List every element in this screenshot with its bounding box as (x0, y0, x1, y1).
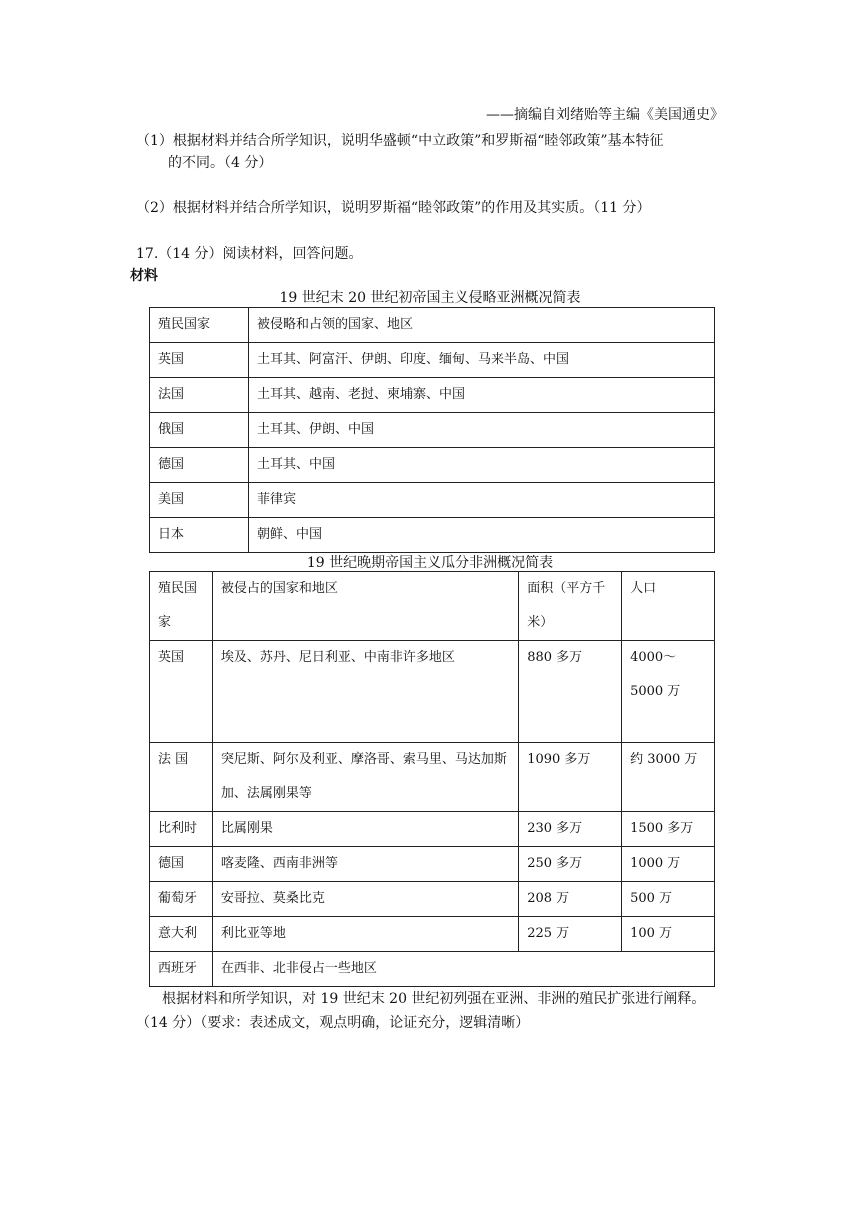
table-row (150, 812, 715, 847)
table-cell: 埃及、苏丹、尼日利亚、中南非许多地区 (212, 641, 518, 743)
table-row (150, 378, 715, 413)
table-row (150, 448, 715, 483)
table-cell: 美国 (150, 483, 249, 518)
table-cell: 土耳其、中国 (249, 448, 715, 483)
table-header-cell: 人口 (622, 572, 715, 641)
table-cell: 230 多万 (519, 812, 622, 847)
table-row (150, 483, 715, 518)
table-cell: 4000～5000 万 (622, 641, 715, 743)
table-cell: 1000 万 (622, 847, 715, 882)
table-cell: 意大利 (150, 917, 213, 952)
table-cell: 安哥拉、莫桑比克 (212, 882, 518, 917)
question-1-line-1: （1）根据材料并结合所学知识，说明华盛顿“中立政策”和罗斯福“睦邻政策”基本特征 (136, 133, 664, 149)
prompt-line-1: 根据材料和所学知识，对 19 世纪末 20 世纪初列强在亚洲、非洲的殖民扩张进行阐释。 (162, 991, 706, 1007)
table-cell: 日本 (150, 518, 249, 553)
table-row (150, 413, 715, 448)
table-row (150, 917, 715, 952)
table-2-caption: 19 世纪晚期帝国主义瓜分非洲概况简表 (306, 555, 554, 571)
table-cell: 500 万 (622, 882, 715, 917)
table-cell: 突尼斯、阿尔及利亚、摩洛哥、索马里、马达加斯加、法属刚果等 (212, 743, 518, 812)
table-cell: 喀麦隆、西南非洲等 (212, 847, 518, 882)
table-cell: 殖民国家 (150, 308, 249, 343)
table-cell: 法国 (150, 378, 249, 413)
table-cell: 比属刚果 (212, 812, 518, 847)
table-header-cell: 被侵占的国家和地区 (212, 572, 518, 641)
table-cell: 德国 (150, 847, 213, 882)
table-cell: 100 万 (622, 917, 715, 952)
table-header-cell: 面积（平方千米） (519, 572, 622, 641)
table-cell: 1090 多万 (519, 743, 622, 812)
question-17-heading: 17.（14 分）阅读材料，回答问题。 (136, 246, 363, 262)
table-row (150, 343, 715, 378)
prompt-line-2: （14 分）（要求：表述成文，观点明确，论证充分，逻辑清晰） (136, 1015, 530, 1031)
table-cell: 比利时 (150, 812, 213, 847)
table-cell: 菲律宾 (249, 483, 715, 518)
table-cell: 西班牙 (150, 952, 213, 987)
table-cell: 880 多万 (519, 641, 622, 743)
table-cell: 利比亚等地 (212, 917, 518, 952)
table-cell: 1500 多万 (622, 812, 715, 847)
table-cell: 225 万 (519, 917, 622, 952)
table-cell: 法 国 (150, 743, 213, 812)
table-row (150, 518, 715, 553)
table-cell: 德国 (150, 448, 249, 483)
table-cell: 被侵略和占领的国家、地区 (249, 308, 715, 343)
table-cell: 朝鲜、中国 (249, 518, 715, 553)
table-cell: 英国 (150, 343, 249, 378)
table-row (150, 847, 715, 882)
table-cell: 约 3000 万 (622, 743, 715, 812)
question-2: （2）根据材料并结合所学知识，说明罗斯福“睦邻政策”的作用及其实质。（11 分） (136, 200, 651, 216)
table-row (150, 952, 715, 987)
table-row (150, 308, 715, 343)
table-cell: 在西非、北非侵占一些地区 (212, 952, 714, 987)
table-cell: 英国 (150, 641, 213, 743)
table-header-row (150, 572, 715, 641)
table-header-cell: 殖民国家 (150, 572, 213, 641)
africa-partition-table (149, 571, 715, 987)
table-cell: 土耳其、阿富汗、伊朗、印度、缅甸、马来半岛、中国 (249, 343, 715, 378)
table-row (150, 743, 715, 812)
table-cell: 土耳其、伊朗、中国 (249, 413, 715, 448)
table-cell: 土耳其、越南、老挝、柬埔寨、中国 (249, 378, 715, 413)
table-cell: 俄国 (150, 413, 249, 448)
table-cell: 208 万 (519, 882, 622, 917)
table-row (150, 882, 715, 917)
table-cell: 250 多万 (519, 847, 622, 882)
table-row (150, 641, 715, 743)
table-cell: 葡萄牙 (150, 882, 213, 917)
source-citation: ——摘编自刘绪贻等主编《美国通史》 (486, 107, 724, 123)
material-label: 材料 (130, 268, 158, 284)
table-1-caption: 19 世纪末 20 世纪初帝国主义侵略亚洲概况简表 (279, 290, 581, 306)
question-1-line-2: 的不同。（4 分） (168, 155, 273, 171)
asia-invasion-table (149, 307, 715, 553)
